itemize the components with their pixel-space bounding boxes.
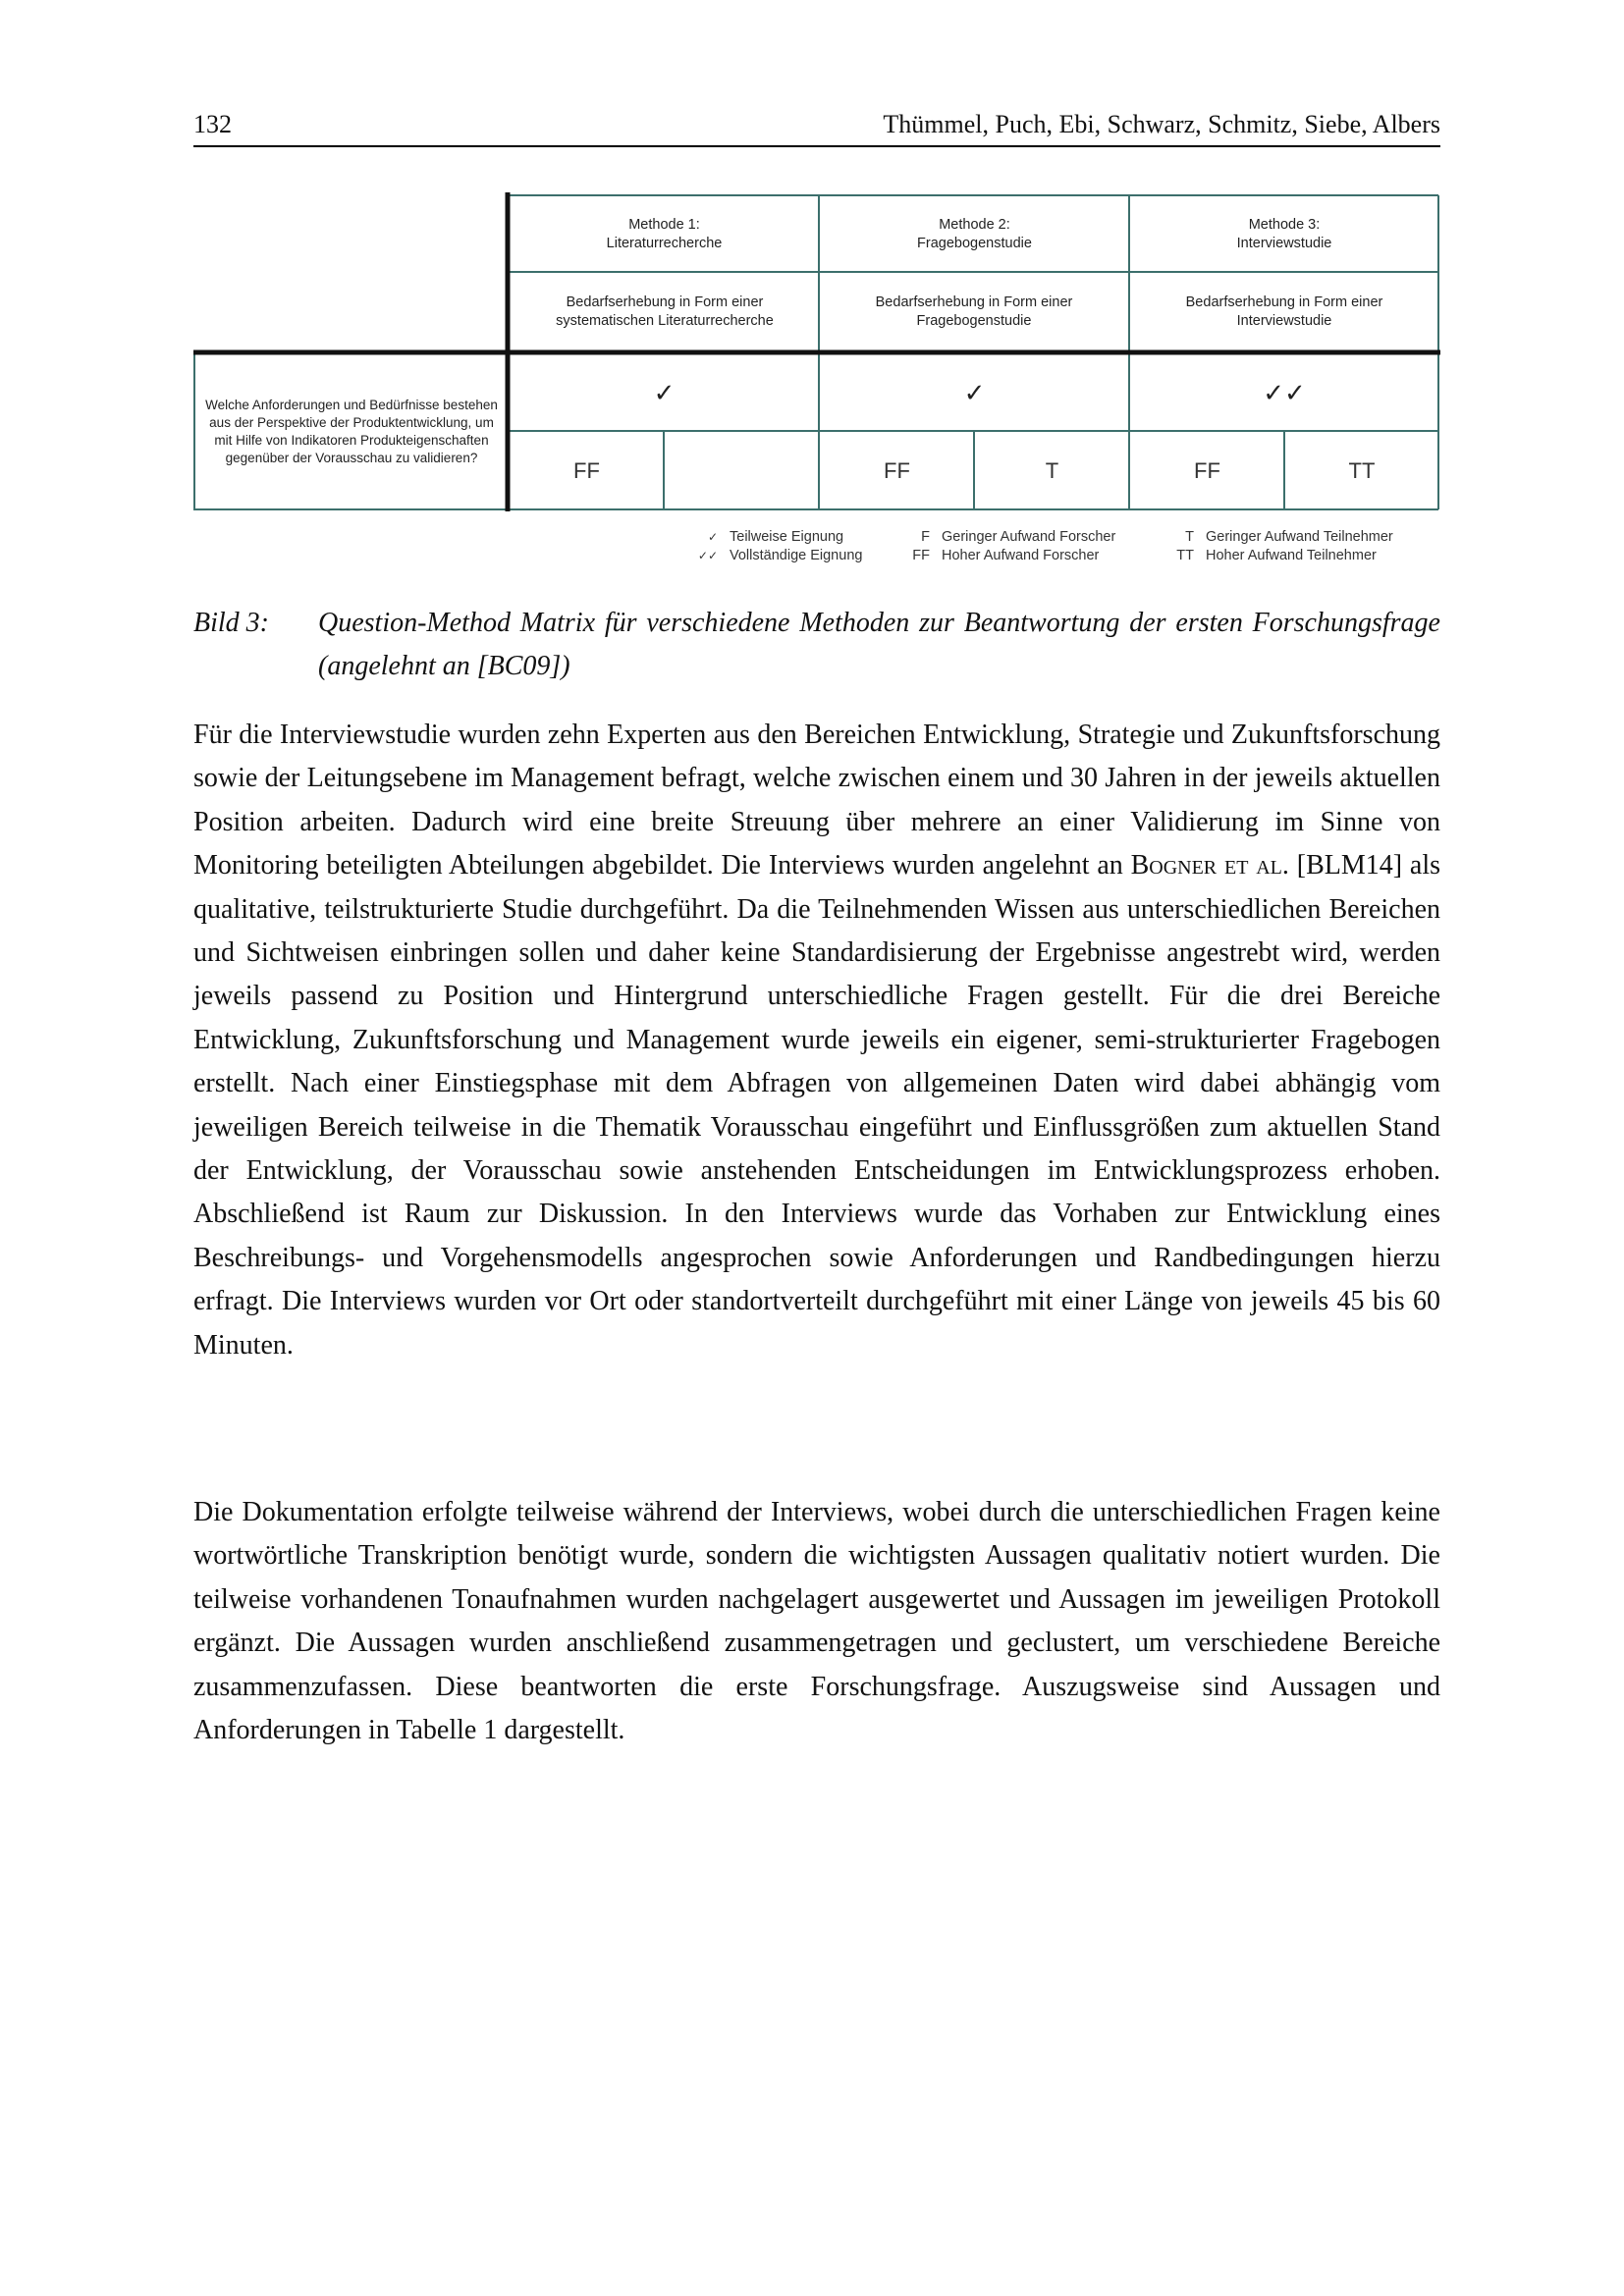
legend-item [1170, 547, 1393, 565]
paragraph-text: [BLM14] als qualitative, teilstrukturierte Studie durchgeführt. Da die Teilnehmenden Wissen aus unterschiedlichen Bereichen und Sichtweisen einbringen sollen und daher keine Standardisierung der Ergebnisse angestrebt wird, werden jeweils passend zu Position und Hintergrund unterschiedliche Fragen gestellt. Für die drei Bereiche Entwicklung, Zukunftsforschung und Management wurde jeweils ein eigener, semi-strukturierter Fragebogen erstellt. Nach einer Einstiegsphase mit dem Abfragen von allgemeinen Daten wird dabei abhängig vom jeweiligen Bereich teilweise in die Thematik Vorausschau eingeführt und Einflussgrößen zum aktuellen Stand der Entwicklung, der Vorausschau sowie anstehenden Entscheidungen im Entwicklungsprozess erhoben. Abschließend ist Raum zur Diskussion. In den Interviews wurde das Vorhaben zur Entwicklung eines Beschreibungs- und Vorgehensmodells angesprochen sowie Anforderungen und Randbedingungen hierzu erfragt. Die Interviews wurden vor Ort oder standortverteilt durchgeführt mit einer Länge von jeweils 45 bis 60 Minuten. [193, 850, 1440, 1361]
legend-symbol: FF [912, 548, 930, 563]
legend-item [694, 547, 862, 565]
method-1-title: Methode 1: [628, 217, 700, 233]
legend-item [906, 547, 1115, 565]
legend-symbol: ✓✓ [697, 549, 718, 562]
suitability-method-1: ✓ [653, 378, 676, 408]
method-2-name: Fragebogenstudie [917, 236, 1032, 251]
method-1-description: Bedarfserhebung in Form einer systematischen Literaturrecherche [556, 294, 774, 329]
author-list: Thümmel, Puch, Ebi, Schwarz, Schmitz, Siebe, Albers [883, 110, 1440, 138]
caption-text: Question-Method Matrix für verschiedene Methoden zur Beantwortung der ersten Forschungsfrage (angelehnt an [BC09]) [318, 608, 1440, 681]
legend-researcher-effort [906, 528, 1115, 565]
effort-method-3-participant: TT [1348, 458, 1376, 483]
research-question: Welche Anforderungen und Bedürfnisse bestehen aus der Perspektive der Produktentwicklung, um mit Hilfe von Indikatoren Produkteigenschaften gegenüber der Vorausschau zu validieren? [205, 398, 498, 465]
caption-label: Bild 3: [193, 608, 269, 638]
legend-symbol: F [921, 529, 930, 545]
method-3-header [1130, 197, 1438, 272]
effort-method-2-participant: T [1045, 458, 1059, 483]
legend-text: Geringer Aufwand Teilnehmer [1206, 529, 1393, 545]
legend-item [694, 528, 862, 547]
effort-method-1-participant [665, 433, 819, 509]
legend-item [906, 528, 1115, 547]
effort-method-1-researcher: FF [573, 458, 600, 483]
legend-text: Teilweise Eignung [730, 529, 844, 545]
legend-text: Vollständige Eignung [730, 548, 863, 563]
method-3-description: Bedarfserhebung in Form einer Interviewstudie [1185, 294, 1383, 329]
method-3-title: Methode 3: [1248, 217, 1321, 233]
suitability-method-2: ✓ [963, 378, 986, 408]
effort-method-3-researcher: FF [1194, 458, 1220, 483]
legend-item [1170, 528, 1393, 547]
question-method-matrix-figure [193, 192, 1440, 575]
legend-text: Hoher Aufwand Teilnehmer [1206, 548, 1377, 563]
paragraph-text: Für die Interviewstudie wurden zehn Experten aus den Bereichen Entwicklung, Strategie und Zukunftsforschung sowie der Leitungsebene im Management befragt, welche zwischen einem und 30 Jahren in der jeweils aktuellen Position arbeiten. Dadurch wird eine breite Streuung über mehrere an einer Validierung im Sinne von Monitoring beteiligten Abteilungen abgebildet. Die Interviews wurden angelehnt an [193, 720, 1440, 881]
body-paragraph-1 [193, 714, 1440, 1367]
method-2-description: Bedarfserhebung in Form einer Fragebogenstudie [875, 294, 1073, 329]
legend-suitability [694, 528, 862, 565]
method-3-name: Interviewstudie [1236, 236, 1332, 251]
body-paragraph-2: Die Dokumentation erfolgte teilweise während der Interviews, wobei durch die unterschiedlichen Fragen keine wortwörtliche Transkription benötigt wurde, sondern die wichtigsten Aussagen qualitativ notiert wurden. Die teilweise vorhandenen Tonaufnahmen wurden nachgelagert ausgewertet und Aussagen im jeweiligen Protokoll ergänzt. Die Aussagen wurden anschließend zusammengetragen und geclustert, um verschiedene Bereiche zusammenzufassen. Diese beantworten die erste Forschungsfrage. Auszugsweise sind Aussagen und Anforderungen in Tabelle 1 dargestellt. [193, 1497, 1440, 1746]
citation-authors: Bogner et al. [1130, 850, 1289, 881]
page-number: 132 [193, 110, 232, 138]
legend-text: Hoher Aufwand Forscher [942, 548, 1100, 563]
legend-participant-effort [1170, 528, 1393, 565]
method-1-header [510, 197, 819, 272]
method-2-title: Methode 2: [939, 217, 1010, 233]
running-header [193, 106, 1440, 147]
suitability-method-3: ✓✓ [1263, 378, 1306, 408]
legend-text: Geringer Aufwand Forscher [942, 529, 1116, 545]
effort-method-2-researcher: FF [884, 458, 910, 483]
matrix-table [193, 192, 1440, 511]
legend-symbol: ✓ [707, 530, 718, 544]
method-2-header [820, 197, 1129, 272]
legend-symbol: TT [1176, 548, 1194, 563]
legend-symbol: T [1185, 529, 1194, 545]
method-1-name: Literaturrecherche [606, 236, 723, 251]
